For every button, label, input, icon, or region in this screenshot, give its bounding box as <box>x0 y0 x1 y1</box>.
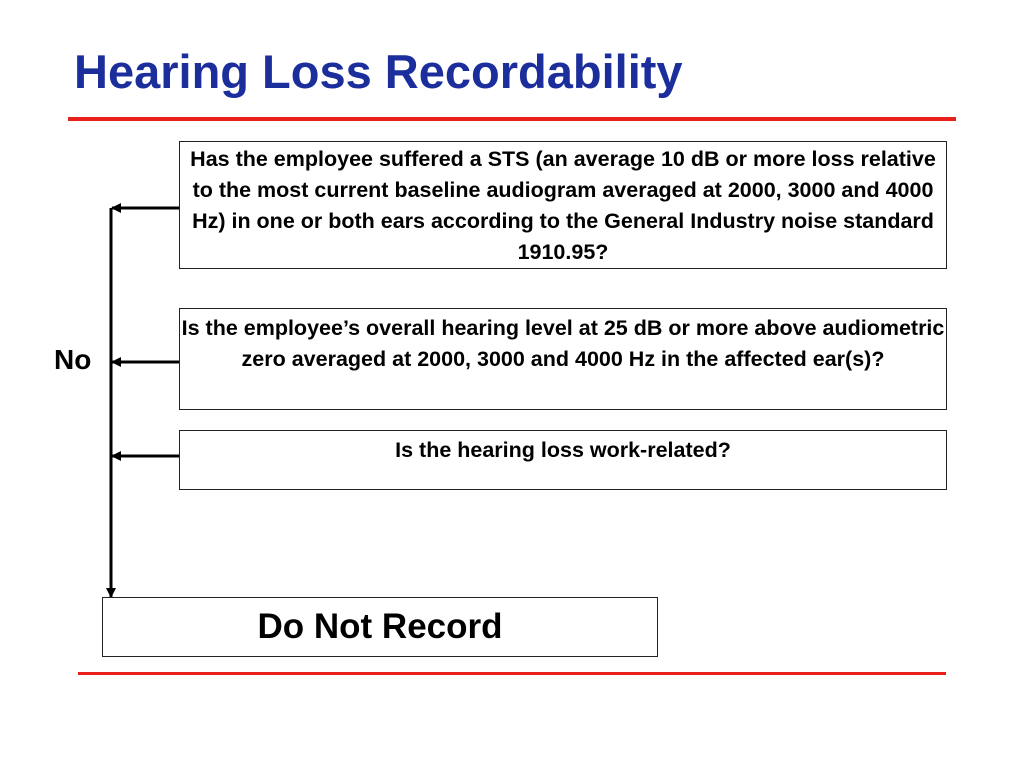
outcome-box-do-not-record <box>102 597 658 657</box>
bottom-divider <box>78 672 946 675</box>
question-box-sts <box>179 141 947 269</box>
outcome-text: Do Not Record <box>257 607 503 646</box>
question-text: Is the employee’s overall hearing level at 25 dB or more above audiometric zero averaged at 2000, 3000 and 4000 Hz in the affected ear(s)? <box>181 316 945 371</box>
question-box-work-related <box>179 430 947 490</box>
question-text: Has the employee suffered a STS (an average 10 dB or more loss relative to the most current baseline audiogram averaged at 2000, 3000 and 4000 Hz) in one or both ears according to the General Industry noise standard 1910.95? <box>190 147 936 264</box>
page-title: Hearing Loss Recordability <box>74 45 683 98</box>
question-box-hearing-level <box>179 308 947 410</box>
no-branch-label: No <box>54 344 92 375</box>
question-text: Is the hearing loss work-related? <box>395 438 731 462</box>
